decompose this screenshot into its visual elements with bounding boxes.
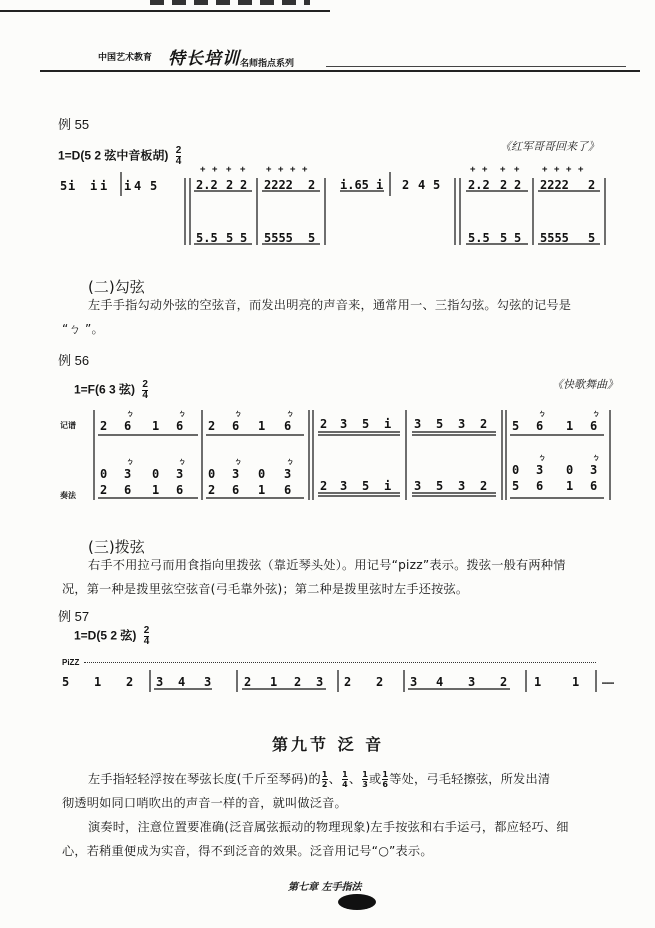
hook-mark: ㄅ	[286, 409, 294, 418]
note: 3	[410, 675, 418, 689]
section-pluck-line1: 右手不用拉弓而用食指向里拨弦（靠近琴头处）。用记号“pizz”表示。拨弦一般有两种情	[88, 558, 566, 572]
note: 2	[308, 178, 316, 192]
note: 3	[284, 467, 292, 481]
page-header	[0, 0, 655, 80]
note: 5	[308, 231, 316, 245]
example-55-title: 《红军哥哥回来了》	[500, 140, 599, 153]
note: 5555	[264, 231, 293, 245]
svg-text:+: +	[554, 165, 560, 175]
series-name: 名师指点系列	[240, 59, 295, 69]
note: 5.5	[196, 231, 218, 245]
note: i.65	[340, 178, 369, 192]
hook-mark: ㄅ	[126, 457, 134, 466]
note: 2	[588, 178, 596, 192]
svg-text:+: +	[278, 165, 284, 175]
svg-text:+: +	[578, 165, 584, 175]
header-top-rule-dash	[150, 0, 310, 5]
note: 3	[414, 417, 422, 431]
note: 4	[436, 675, 444, 689]
note: 2	[240, 178, 248, 192]
harmonic-mark: +	[200, 165, 206, 175]
note: i	[100, 179, 108, 193]
note: 2	[344, 675, 352, 689]
note: 5	[514, 231, 522, 245]
note: i	[384, 417, 392, 431]
page-number-blob	[338, 894, 376, 910]
note: 2	[402, 178, 410, 192]
note: 3	[340, 417, 348, 431]
note: 2	[500, 178, 508, 192]
note: i	[68, 179, 76, 193]
header-rule-thin	[326, 66, 626, 67]
note: 5	[362, 479, 370, 493]
note: 6	[284, 419, 292, 433]
note: 2.2	[468, 178, 490, 192]
svg-text:+: +	[542, 165, 548, 175]
note: 6	[536, 419, 544, 433]
hook-mark: ㄅ	[538, 409, 546, 418]
note: 3	[156, 675, 164, 689]
note: 2	[480, 479, 488, 493]
note: 3	[590, 463, 598, 477]
note: 5.5	[468, 231, 490, 245]
note: 1	[566, 419, 574, 433]
example-56-label: 例 56	[58, 353, 90, 368]
note: 3	[468, 675, 476, 689]
section-9-paragraph-2-line2: 心，若稍重便成为实音，得不到泛音的效果。泛音用记号“○”表示。	[62, 844, 433, 858]
note: 2	[480, 417, 488, 431]
note: i	[124, 179, 132, 193]
svg-text:+: +	[514, 165, 520, 175]
note: i	[384, 479, 392, 493]
hook-mark: ㄅ	[538, 453, 546, 462]
note: 3	[316, 675, 324, 689]
series-logo: 特长培训	[168, 49, 240, 69]
section-hook-line1: 左手手指勾动外弦的空弦音，而发出明亮的声音来，通常用一、三指勾弦。勾弦的记号是	[88, 298, 572, 312]
note: 5	[226, 231, 234, 245]
note: 5	[362, 417, 370, 431]
note: 1	[270, 675, 278, 689]
key-signature: 1=D(5 2 弦)	[74, 628, 137, 643]
note: 2.2	[196, 178, 218, 192]
note: i	[90, 179, 98, 193]
note: 1	[152, 483, 160, 497]
publisher-label: 中国艺术教育	[98, 53, 153, 63]
svg-text:+: +	[302, 165, 308, 175]
note: 5	[436, 479, 444, 493]
note: 0	[100, 467, 108, 481]
svg-text:+: +	[500, 165, 506, 175]
note: 6	[124, 483, 132, 497]
note: 3	[204, 675, 212, 689]
note: 2222	[264, 178, 293, 192]
note: 6	[536, 479, 544, 493]
section-9-paragraph-1-line1: 左手指轻轻浮按在琴弦长度(千斤至琴码)的 $\frac{1}{2}$ 、 $\frac{1}{4}$ 、 $\frac{1}{3}$ 或 $\frac{1}{6}$ 等处，弓毛轻擦弦，所发出清	[88, 770, 551, 789]
hook-mark: ㄅ	[592, 453, 600, 462]
note: 5	[433, 178, 441, 192]
pizz-mark: PiZZ	[62, 658, 80, 667]
score-example-56	[0, 400, 655, 510]
note: 2	[244, 675, 252, 689]
pizz-dotted-line	[84, 662, 596, 663]
score-example-57	[0, 666, 655, 700]
example-57-label: 例 57	[58, 609, 90, 624]
note: 2222	[540, 178, 569, 192]
note: 5	[512, 419, 520, 433]
svg-text:+: +	[212, 165, 218, 175]
note: 3	[176, 467, 184, 481]
svg-text:+: +	[266, 165, 272, 175]
hook-mark: ㄅ	[126, 409, 134, 418]
note: 6	[284, 483, 292, 497]
time-signature: $\frac{2}{4}$	[175, 145, 182, 167]
note: 0	[512, 463, 520, 477]
svg-text:+: +	[470, 165, 476, 175]
svg-text:+: +	[482, 165, 488, 175]
note: 2	[294, 675, 302, 689]
note: 1	[572, 675, 580, 689]
section-pluck-line2: 况，第一种是拨里弦空弦音(弓毛靠外弦)；第二种是拨里弦时左手还按弦。	[62, 582, 469, 596]
section-9-paragraph-2-line1: 演奏时，注意位置要准确(泛音属弦振动的物理现象)左手按弦和右手运弓，都应轻巧、细	[88, 820, 569, 834]
note: 6	[232, 483, 240, 497]
note: 3	[340, 479, 348, 493]
key-signature: 1=F(6 3 弦)	[74, 382, 136, 397]
note: 3	[458, 479, 466, 493]
note: 6	[124, 419, 132, 433]
note: 2	[514, 178, 522, 192]
note: 5	[240, 231, 248, 245]
note: 1	[566, 479, 574, 493]
note: 4	[134, 179, 142, 193]
note: 3	[124, 467, 132, 481]
note: 0	[152, 467, 160, 481]
hook-mark: ㄅ	[592, 409, 600, 418]
hook-mark: ㄅ	[178, 457, 186, 466]
note: 6	[176, 483, 184, 497]
header-rule	[40, 70, 640, 72]
note: 4	[418, 178, 426, 192]
row-label-play: 奏法	[60, 491, 76, 500]
time-signature: $\frac{2}{4}$	[142, 379, 148, 401]
fraction: $\frac{1}{2}$	[321, 770, 328, 789]
note: 6	[590, 419, 598, 433]
key-signature: 1=D(5 2 弦中音板胡)	[58, 148, 169, 163]
note: 5	[150, 179, 158, 193]
note: 6	[176, 419, 184, 433]
time-signature: $\frac{2}{4}$	[143, 625, 150, 647]
svg-text:+: +	[566, 165, 572, 175]
note: 0	[258, 467, 266, 481]
svg-text:+: +	[226, 165, 232, 175]
note: 6	[590, 479, 598, 493]
section-hook-heading: (二)勾弦	[88, 278, 145, 296]
note: 2	[500, 675, 508, 689]
row-label-score: 记谱	[60, 421, 76, 430]
fraction: $\frac{1}{3}$	[362, 770, 369, 789]
note: 5	[500, 231, 508, 245]
note: 2	[100, 483, 108, 497]
note: 5	[436, 417, 444, 431]
note: 6	[232, 419, 240, 433]
note: 1	[534, 675, 542, 689]
note: 2	[208, 419, 216, 433]
note: 5555	[540, 231, 569, 245]
hook-mark: ㄅ	[234, 457, 242, 466]
hook-mark: ㄅ	[178, 409, 186, 418]
ellipsis: ……	[602, 676, 615, 687]
note: 1	[258, 419, 266, 433]
note: 5	[60, 179, 68, 193]
note: 2	[226, 178, 234, 192]
note: 2	[208, 483, 216, 497]
note: 5	[62, 675, 70, 689]
example-56-title: 《快歌舞曲》	[552, 378, 618, 391]
svg-text:+: +	[290, 165, 296, 175]
example-55-label: 例 55	[58, 117, 90, 132]
note: 3	[414, 479, 422, 493]
section-9-paragraph-1-line2: 彻透明如同口哨吹出的声音一样的音，就叫做泛音。	[62, 796, 347, 810]
note: 1	[152, 419, 160, 433]
fraction: $\frac{1}{4}$	[342, 770, 348, 789]
note: 4	[178, 675, 186, 689]
note: 5	[588, 231, 596, 245]
note: 2	[320, 417, 328, 431]
note: 2	[126, 675, 134, 689]
note: 1	[94, 675, 102, 689]
example-57-key	[74, 626, 149, 647]
section-hook-line2: “ㄅ ”。	[62, 322, 104, 336]
hook-mark: ㄅ	[234, 409, 242, 418]
section-9-heading: 第九节 泛 音	[272, 735, 385, 754]
example-56-key	[74, 380, 148, 401]
note: 2	[376, 675, 384, 689]
section-pluck-heading: (三)拨弦	[88, 538, 145, 556]
note: 0	[208, 467, 216, 481]
note: 2	[100, 419, 108, 433]
fraction: $\frac{1}{6}$	[382, 770, 389, 789]
score-example-55	[0, 160, 655, 260]
note: 2	[320, 479, 328, 493]
note: 3	[536, 463, 544, 477]
note: 3	[232, 467, 240, 481]
note: 0	[566, 463, 574, 477]
note: 5	[512, 479, 520, 493]
header-top-rule	[0, 10, 330, 12]
note: 3	[458, 417, 466, 431]
note: 1	[258, 483, 266, 497]
note: i	[376, 178, 384, 192]
svg-text:+: +	[240, 165, 246, 175]
footer-chapter: 第七章 左手指法	[288, 882, 362, 893]
hook-mark: ㄅ	[286, 457, 294, 466]
